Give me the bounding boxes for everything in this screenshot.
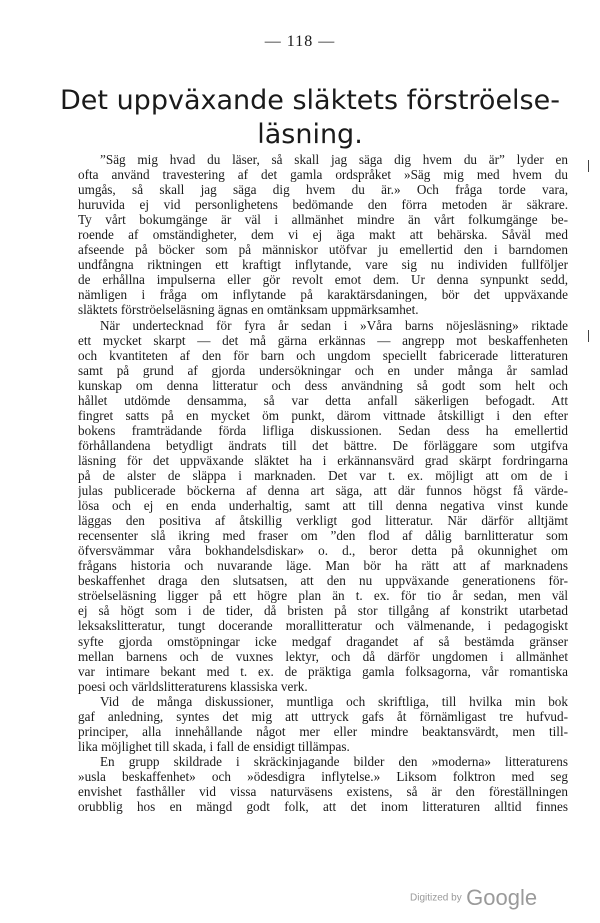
- text-line: Ty vårt bokumgänge är väl i allmänhet mindre än vårt folkumgänge be-: [78, 212, 568, 228]
- title-line-2: läsning.: [257, 119, 363, 150]
- text-line: recensenter slå ikring med fraser om ”den flod af dålig barnlitteratur som: [78, 528, 568, 544]
- text-line: afseende på böcker som på människor utöfvar ju emellertid den i barndomen: [78, 242, 568, 258]
- text-line: hållet utdömde densamma, så var detta anfall säkerligen befogadt. Att: [78, 392, 568, 408]
- margin-mark: [588, 160, 589, 172]
- text-line: leksakslitteratur, tungt docerande morallitteratur och välmenande, i pedagogiskt: [78, 618, 568, 634]
- text-line: huruvida ej vid personlighetens bedömande den förra metoden är säkrare.: [78, 197, 568, 213]
- text-line: En grupp skildrade i skräckinjagande bilder den »moderna» litteraturens: [100, 753, 568, 769]
- text-line: frågans historia och nuvarande läge. Man bör ha rätt att af marknadens: [78, 558, 568, 574]
- text-line: mellan barnens och de vuxnes lektyr, och då därför ungdomen i allmänhet: [78, 648, 568, 664]
- text-line: orubblig hos en mängd godt folk, att det inom litteraturen alltid finnes: [78, 799, 568, 815]
- text-line: ej så högt som i de tider, då bristen på stor tillgång af konstrikt utarbetad: [78, 603, 568, 619]
- text-line: bokens framträdande förda lifliga diskussionen. Sedan dess ha emellertid: [78, 422, 568, 438]
- text-line: släktets förströelseläsning ägnas en omtänksam uppmärksamhet.: [78, 302, 419, 318]
- text-line: syfte gjorda omstöpningar icke medgaf dragandet af så bestämda gränser: [78, 633, 568, 649]
- text-line: och kvantiteten af den för barn och ungdom speciellt fabricerade litteraturen: [78, 347, 568, 363]
- text-line: julas publicerade böckerna af denna art säga, att där funnos högst få värde-: [78, 483, 568, 499]
- text-line: poesi och världslitteraturens klassiska verk.: [78, 678, 308, 694]
- text-line: beskaffenhet draga den slutsatsen, att den nu uppväxande generationens för-: [78, 573, 568, 589]
- text-line: på de alster de släppa i marknaden. Det var t. ex. möjligt att om de i: [78, 467, 568, 483]
- text-line: roende af omständigheter, dem vi ej äga makt att behärska. Såväl med: [78, 227, 568, 243]
- text-line: ofta använd travestering af det gamla ordspråket »Säg mig med hvem du: [78, 167, 568, 183]
- text-line: lika möjlighet till skada, i fall de ensidigt tillämpas.: [78, 738, 350, 754]
- text-line: de erhållna impulserna eller gör revolt emot dem. Ur denna synpunkt sedd,: [78, 272, 568, 288]
- text-line: gaf anledning, syntes det mig att uttryck gafs åt förnämligast tre hufvud-: [78, 708, 568, 724]
- title-line-1: Det uppväxande släktets förströelse-: [60, 85, 560, 116]
- text-line: samt på grund af gjorda undersökningar och en under många år samlad: [78, 362, 568, 378]
- text-line: »usla beskaffenhet» och »ödesdigra inflytelse.» Liksom folktron med seg: [78, 768, 568, 784]
- text-line: ströelseläsning ligger på ett högre plan än t. ex. för tio år sedan, men väl: [78, 588, 568, 604]
- text-line: ”Säg mig hvad du läser, så skall jag säga dig hvem du är” lyder en: [100, 152, 568, 167]
- article-title: [60, 84, 560, 152]
- text-line: läsning för det uppväxande släktet ha i erkännansvärd grad skärpt fordringarna: [78, 452, 568, 468]
- watermark-prefix: Digitized by: [410, 892, 462, 904]
- margin-mark: [588, 330, 589, 342]
- article-body: [78, 152, 568, 814]
- text-line: var intimare bekant med t. ex. de präktiga gamla folksagorna, vår romantiska: [78, 663, 568, 679]
- text-line: fingret satts på en mycket öm punkt, därom vittnade åtskilligt i den efter: [78, 407, 568, 423]
- watermark-brand: Google: [466, 885, 538, 910]
- text-line: ett mycket skarpt — det må gärna erkännas — angrepp mot beskaffenheten: [78, 332, 568, 348]
- text-line: nämligen i fråga om inflytande på karaktärsdaningen, bör det uppväxande: [78, 287, 568, 303]
- text-line: När undertecknad för fyra år sedan i »Våra barns nöjesläsning» riktade: [100, 317, 568, 333]
- text-line: envishet fasthåller vid vissa naturväsens existens, så är den föreställningen: [78, 783, 568, 799]
- text-line: Vid de många diskussioner, muntliga och skriftliga, till hvilka min bok: [100, 693, 568, 709]
- text-line: lösa och ej en enda underhaltig, samt att till denna negativa vinst kunde: [78, 498, 568, 514]
- page-number: — 118 —: [264, 33, 336, 50]
- text-line: umgås, så skall jag säga dig hvem du är.» Och fråga torde vara,: [78, 182, 568, 198]
- text-line: öfversvämmar våra bokhandelsdiskar» o. d., beror detta på okunnighet om: [78, 543, 568, 559]
- text-line: läggas den positiva af åtskillig verkligt god litteratur. När därför alltjämt: [78, 513, 568, 529]
- text-line: undfångna riktningen ett kraftigt inflytande, vare sig nu individen fullföljer: [78, 257, 568, 273]
- text-line: kunskap om denna litteratur och dess användning så godt som helt och: [78, 377, 568, 393]
- text-line: principer, alla innehållande något mer eller mindre beaktansvärdt, men till-: [78, 723, 568, 739]
- text-line: förhållandena betydligt ändrats till det bättre. De förläggare som utgifva: [78, 437, 568, 453]
- digitized-by-google-watermark: [410, 885, 537, 911]
